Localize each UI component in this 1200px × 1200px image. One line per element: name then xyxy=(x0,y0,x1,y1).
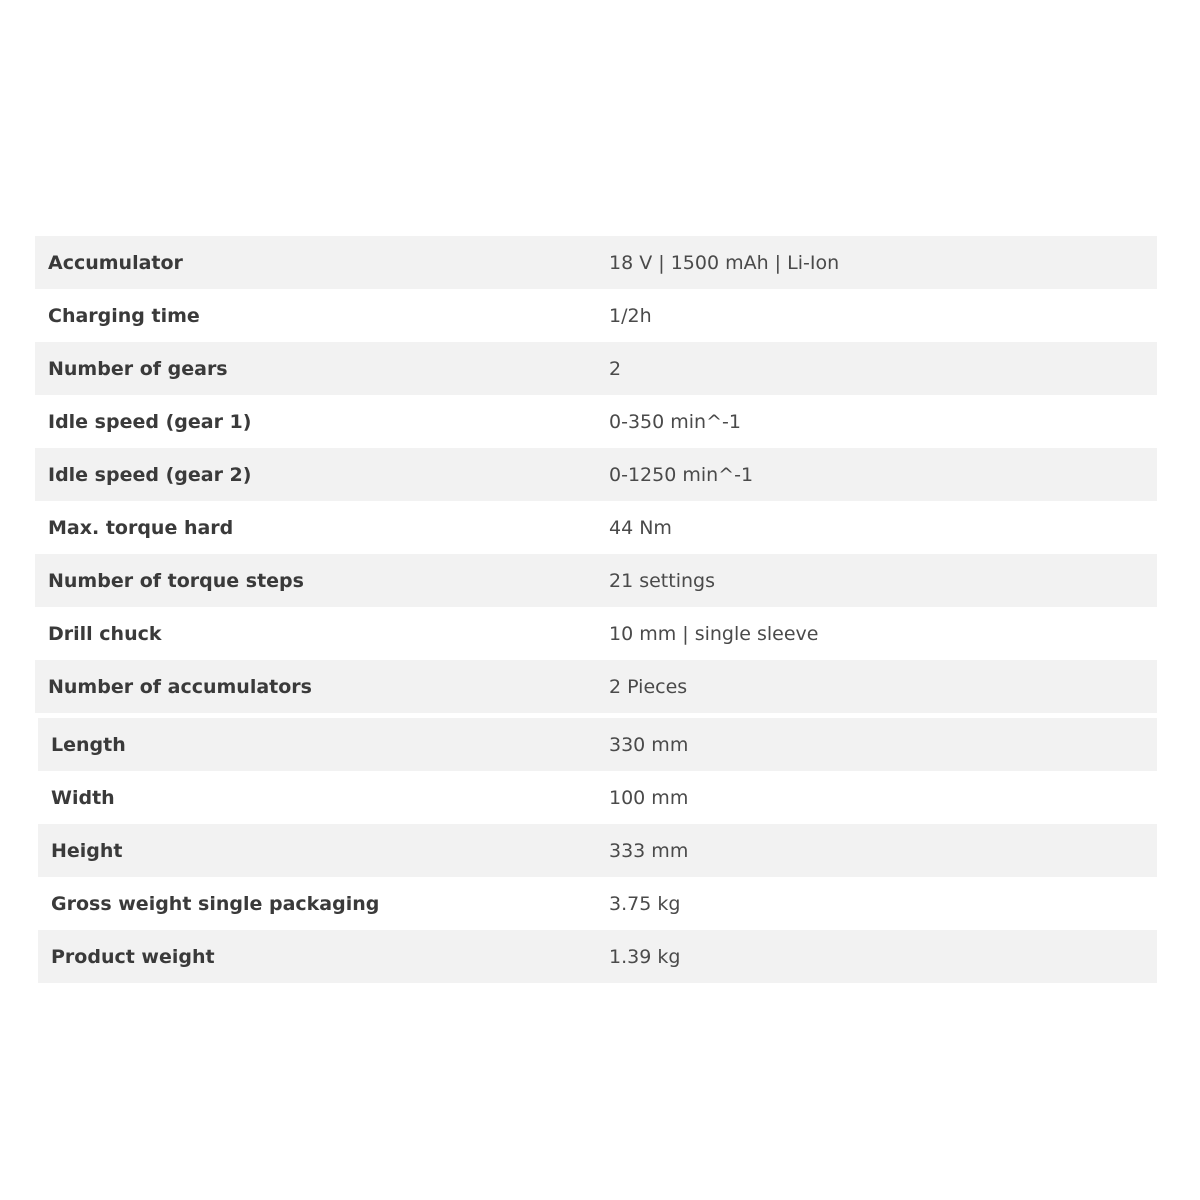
spec-row xyxy=(35,501,1157,554)
spec-row xyxy=(38,824,1157,877)
spec-label: Number of gears xyxy=(48,357,228,380)
spec-value: 330 mm xyxy=(609,733,689,756)
spec-row xyxy=(35,289,1157,342)
spec-group-2 xyxy=(38,718,1157,983)
spec-group-1 xyxy=(35,236,1157,713)
spec-label: Product weight xyxy=(51,945,215,968)
spec-label: Number of torque steps xyxy=(48,569,304,592)
spec-row xyxy=(35,395,1157,448)
spec-label: Width xyxy=(51,786,115,809)
spec-label: Length xyxy=(51,733,126,756)
spec-table xyxy=(35,236,1157,983)
spec-value: 21 settings xyxy=(609,569,715,592)
spec-value: 333 mm xyxy=(609,839,689,862)
spec-label: Drill chuck xyxy=(48,622,162,645)
spec-row xyxy=(38,718,1157,771)
spec-value: 2 xyxy=(609,357,622,380)
spec-label: Number of accumulators xyxy=(48,675,312,698)
spec-value: 2 Pieces xyxy=(609,675,688,698)
spec-value: 100 mm xyxy=(609,786,689,809)
spec-row xyxy=(38,771,1157,824)
spec-label: Gross weight single packaging xyxy=(51,892,380,915)
spec-label: Idle speed (gear 2) xyxy=(48,463,252,486)
spec-row xyxy=(35,448,1157,501)
spec-row xyxy=(38,877,1157,930)
spec-row xyxy=(35,554,1157,607)
spec-value: 0-1250 min^-1 xyxy=(609,463,754,486)
spec-row xyxy=(38,930,1157,983)
spec-value: 10 mm | single sleeve xyxy=(609,622,819,645)
spec-value: 1/2h xyxy=(609,304,652,327)
spec-label: Accumulator xyxy=(48,251,183,274)
spec-value: 18 V | 1500 mAh | Li-Ion xyxy=(609,251,840,274)
spec-value: 44 Nm xyxy=(609,516,672,539)
spec-value: 3.75 kg xyxy=(609,892,681,915)
spec-label: Idle speed (gear 1) xyxy=(48,410,252,433)
spec-label: Height xyxy=(51,839,123,862)
spec-value: 0-350 min^-1 xyxy=(609,410,741,433)
spec-label: Charging time xyxy=(48,304,200,327)
spec-row xyxy=(35,660,1157,713)
spec-row xyxy=(35,342,1157,395)
spec-row xyxy=(35,236,1157,289)
spec-label: Max. torque hard xyxy=(48,516,234,539)
spec-value: 1.39 kg xyxy=(609,945,681,968)
spec-row xyxy=(35,607,1157,660)
